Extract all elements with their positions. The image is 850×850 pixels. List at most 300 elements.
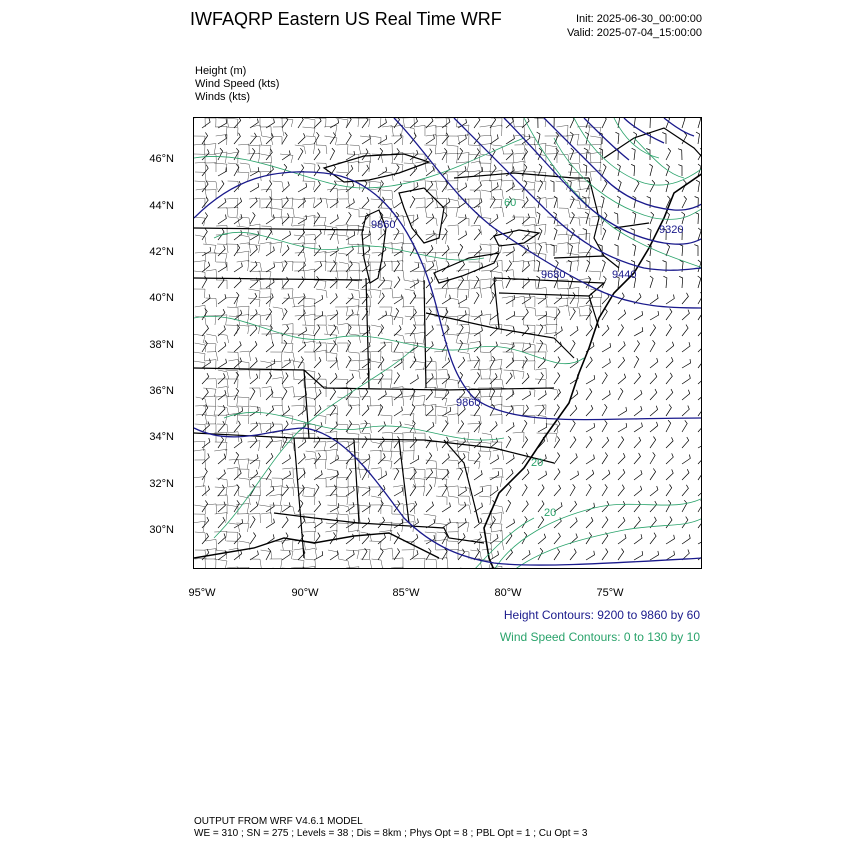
lat-label: 30°N [149,524,174,536]
county-line [326,413,337,424]
wind-barb [298,277,304,288]
county-line [259,370,271,379]
county-line [392,433,403,442]
county-line [259,423,271,433]
wind-label: 20 [544,507,557,519]
wind-barb [586,503,595,512]
wind-barb [698,500,702,512]
county-line [480,485,491,496]
county-line [260,127,271,136]
county-line [393,397,404,406]
county-line [258,279,271,289]
wind-barb [266,342,274,352]
wind-barb [298,309,305,320]
wind-barb [583,164,587,176]
wind-barb [570,340,575,352]
wind-barb [426,453,432,465]
county-line [261,513,272,523]
wind-barb [534,118,538,128]
county-line [536,343,547,352]
wind-barb [266,453,273,464]
county-line [294,468,305,478]
county-line [435,406,447,415]
county-line [404,280,415,289]
wind-barb [218,309,225,320]
county-line [425,404,436,415]
county-line [470,369,481,379]
county-line [280,154,293,163]
county-line [558,234,569,244]
wind-barb [538,405,544,416]
wind-barb [330,215,338,225]
county-line [448,414,459,424]
wind-barb [586,389,592,401]
wind-barb [282,471,291,480]
wind-barb [378,135,387,144]
wind-barb [634,406,642,416]
wind-barb [250,470,258,480]
wind-barb [426,389,433,400]
wind-barb [570,471,579,480]
county-line [282,568,293,569]
wind-barb [522,469,529,480]
county-line [371,199,382,208]
wind-barb [506,500,511,512]
county-line [405,333,416,343]
county-line [196,414,207,424]
wind-barb [378,293,384,304]
county-line [304,163,315,172]
wind-barb [618,310,626,320]
wind-barb [266,389,273,400]
wind-barb [698,308,702,320]
county-line [402,414,414,424]
wind-barb [250,407,258,416]
county-line [251,136,262,145]
wind-barb [586,551,595,560]
county-line [504,370,515,379]
wind-barb [506,276,511,288]
county-line [557,243,568,253]
wind-barb [426,405,433,416]
county-line [456,332,469,343]
wind-barb [234,421,240,432]
wind-barb [586,375,595,384]
wind-barb [663,276,667,288]
county-line [216,134,227,145]
county-line [336,144,348,154]
wind-barb [298,454,305,465]
county-line [272,377,283,388]
county-line [225,297,238,307]
wind-barb [362,118,368,128]
wind-barb [298,342,306,352]
lat-label: 32°N [149,478,174,490]
county-line [471,206,482,217]
wind-barb [682,420,687,432]
wind-barb [538,372,543,384]
wind-barb [650,468,656,480]
county-line [271,118,282,127]
wind-barb [330,277,337,288]
county-line [271,361,282,370]
county-line [218,334,229,343]
county-line [303,496,315,505]
wind-barb [586,308,592,320]
county-line [327,188,338,199]
county-line [205,549,216,559]
county-line [315,261,326,271]
county-line [218,370,229,379]
county-line [503,154,514,163]
county-line [326,494,337,505]
wind-barb [682,500,687,512]
wind-barb [346,356,351,368]
county-line [535,181,546,190]
county-line [194,144,205,154]
county-line [195,343,206,352]
wind-barb [234,324,240,336]
wind-barb [506,215,515,224]
county-line [490,170,502,181]
wind-barb [618,341,625,352]
county-line [316,343,327,352]
county-line [447,172,458,181]
county-line [303,531,315,541]
county-line [238,144,249,154]
wind-barb [698,421,702,432]
wind-barb [666,357,673,368]
county-line [426,370,437,379]
wind-barb [330,119,339,128]
wind-barb [666,373,672,384]
wind-barb [618,485,624,496]
wind-barb [442,469,449,480]
wind-barb [394,487,403,496]
county-line [294,235,305,244]
county-line [250,280,261,289]
county-line [304,118,315,127]
wind-barb [378,437,384,448]
county-line [316,325,327,334]
wind-barb [570,132,573,144]
county-line [456,433,469,442]
wind-barb [346,199,354,208]
wind-barb [554,228,557,240]
county-line [460,568,471,569]
wind-barb [538,244,542,256]
county-line [317,199,328,208]
wind-barb [282,551,290,561]
wind-barb [634,486,642,496]
wind-barb [634,501,640,512]
county-line [295,145,306,154]
wind-barb [410,293,416,305]
county-line [292,306,304,316]
wind-barb [266,263,275,272]
wind-barb [698,390,702,400]
wind-barb [250,119,258,129]
county-line [194,514,205,523]
county-line [435,252,447,262]
wind-barb [234,133,240,144]
wind-barb [282,245,289,256]
county-line [293,297,304,307]
wind-barb [234,214,242,224]
wind-barb [394,182,402,192]
wind-barb [602,549,608,561]
county-line [238,306,249,316]
county-line [471,161,482,172]
county-line [324,136,337,145]
county-line [348,208,359,217]
county-line [262,136,273,145]
wind-barb [394,295,402,304]
wind-barb [538,180,543,192]
lat-label: 36°N [149,385,174,397]
county-line [547,197,558,208]
wind-barb [586,357,592,368]
wind-barb [378,324,384,336]
wind-barb [362,135,370,144]
wind-barb [298,469,305,480]
county-line [435,126,447,136]
wind-barb [346,405,352,417]
wind-barb [250,388,255,400]
wind-barb [266,293,273,304]
county-line [229,548,240,559]
wind-barb [634,551,643,560]
wind-barb [602,325,609,336]
wind-barb [266,437,273,448]
county-line [204,396,216,406]
county-line [412,395,425,406]
wind-barb [298,438,306,448]
wind-barb [698,292,702,304]
wind-barb [682,196,687,208]
wind-barb [202,308,207,320]
county-line [339,559,350,568]
county-line [458,217,469,226]
wind-barb [537,212,540,224]
wind-barb [696,132,700,144]
county-line [239,217,250,226]
county-line [482,433,493,442]
wind-barb [442,181,448,193]
county-line [558,154,569,163]
wind-barb [698,439,702,448]
wind-barb [218,148,223,160]
wind-barb [602,359,610,368]
county-line [328,234,339,244]
wind-barb [250,212,255,224]
wind-barb [522,436,528,448]
wind-barb [650,294,658,304]
wind-barb [554,436,560,448]
wind-barb [330,293,337,304]
lat-label: 42°N [149,246,174,258]
wind-barb [650,311,659,320]
county-line [369,541,381,550]
init-time: Init: 2025-06-30_00:00:00 [576,13,702,25]
county-line [338,323,349,334]
county-line [284,352,295,361]
wind-barb [250,502,258,512]
county-line [448,225,459,235]
county-line [471,225,482,235]
wind-barb [218,534,225,545]
wind-barb [490,455,499,464]
wind-barb [266,181,272,193]
county-line [446,153,458,163]
wind-barb [682,517,688,528]
county-line [371,496,382,505]
county-line [281,289,293,298]
wind-barb [330,148,335,160]
county-line [196,397,207,406]
county-line [284,387,295,397]
wind-barb [682,325,688,336]
wind-barb [602,118,606,128]
wind-barb [618,324,624,336]
county-line [194,352,205,361]
wind-barb [442,519,450,528]
county-line [525,279,536,289]
wind-barb [266,359,275,368]
county-line [412,271,425,280]
county-line [491,118,502,127]
county-line [315,316,326,325]
county-line [236,523,249,532]
wind-barb [506,436,511,448]
wind-barb [522,550,530,560]
wind-barb [250,437,257,448]
wind-barb [649,164,652,176]
wind-barb [282,118,288,128]
county-line [195,405,206,415]
county-line [258,297,271,307]
wind-barb [394,468,399,480]
model-title: OUTPUT FROM WRF V4.6.1 MODEL [194,816,363,827]
county-line [195,486,206,496]
wind-barb [234,519,243,528]
wind-barb [362,326,370,336]
county-line [270,559,282,568]
wind-barb [602,517,608,528]
wind-barb [346,118,351,128]
lat-label: 38°N [149,339,174,351]
wind-barb [426,485,432,497]
wind-barb [378,534,386,544]
wind-barb [218,198,226,208]
county-line [239,496,250,505]
wind-barb [538,534,546,544]
wind-barb [679,244,683,256]
county-line [227,567,238,569]
wind-barb [458,502,466,512]
wind-barb [250,133,256,144]
county-line [194,334,205,343]
lon-label: 80°W [494,587,522,599]
height-label: 9860 [456,397,481,409]
wind-barb [218,454,226,464]
wind-barb [282,132,287,144]
county-line [248,441,260,451]
county-line [369,118,381,127]
wind-barb [378,500,383,512]
wind-barb [666,324,672,336]
county-line [434,350,447,361]
county-line [348,289,359,298]
wind-barb [570,453,577,464]
wind-barb [698,517,702,528]
wind-barb [632,244,635,256]
county-line [412,487,425,496]
wind-barb [695,212,699,224]
wind-barb [570,308,575,320]
wind-barb [490,196,495,208]
wind-barb [298,118,303,128]
wind-barb [634,437,641,448]
wind-barb [522,295,530,304]
wind-barb [218,263,227,272]
wind-barb [586,437,592,449]
wind-barb [378,517,385,528]
wind-barb [474,182,481,193]
wind-barb [362,197,369,208]
county-line [217,208,228,217]
wind-barb [346,261,352,272]
wind-barb [330,373,337,384]
wind-barb [666,485,672,497]
county-line [205,424,216,433]
wind-barb [522,391,531,400]
county-line [327,469,338,478]
wind-barb [650,501,657,512]
height-label: 9440 [612,269,637,281]
county-line [468,539,480,550]
wind-barb [698,276,701,288]
wind-barb [632,212,635,224]
wind-barb [266,486,274,496]
wind-barb [490,471,499,480]
wind-barb [474,292,479,304]
wind-barb [266,372,272,384]
wind-barb [442,133,449,144]
wind-barb [250,357,257,368]
wind-barb [474,118,480,128]
county-line [316,350,327,361]
wind-barb [234,230,242,240]
wind-barb [538,324,543,336]
wind-barb [506,454,514,464]
wind-barb [538,294,546,304]
wind-barb [458,183,467,192]
wind-barb [506,469,513,480]
wind-barb [458,324,463,336]
wind-barb [698,468,702,480]
wind-barb [458,295,467,304]
county-line [436,496,447,505]
wind-barb [426,166,434,176]
wind-barb [218,421,225,432]
wind-barb [554,485,561,496]
wind-barb [490,214,498,224]
county-line [381,396,392,406]
height-contours [194,118,702,565]
county-line [239,478,250,487]
wind-barb [346,550,354,560]
